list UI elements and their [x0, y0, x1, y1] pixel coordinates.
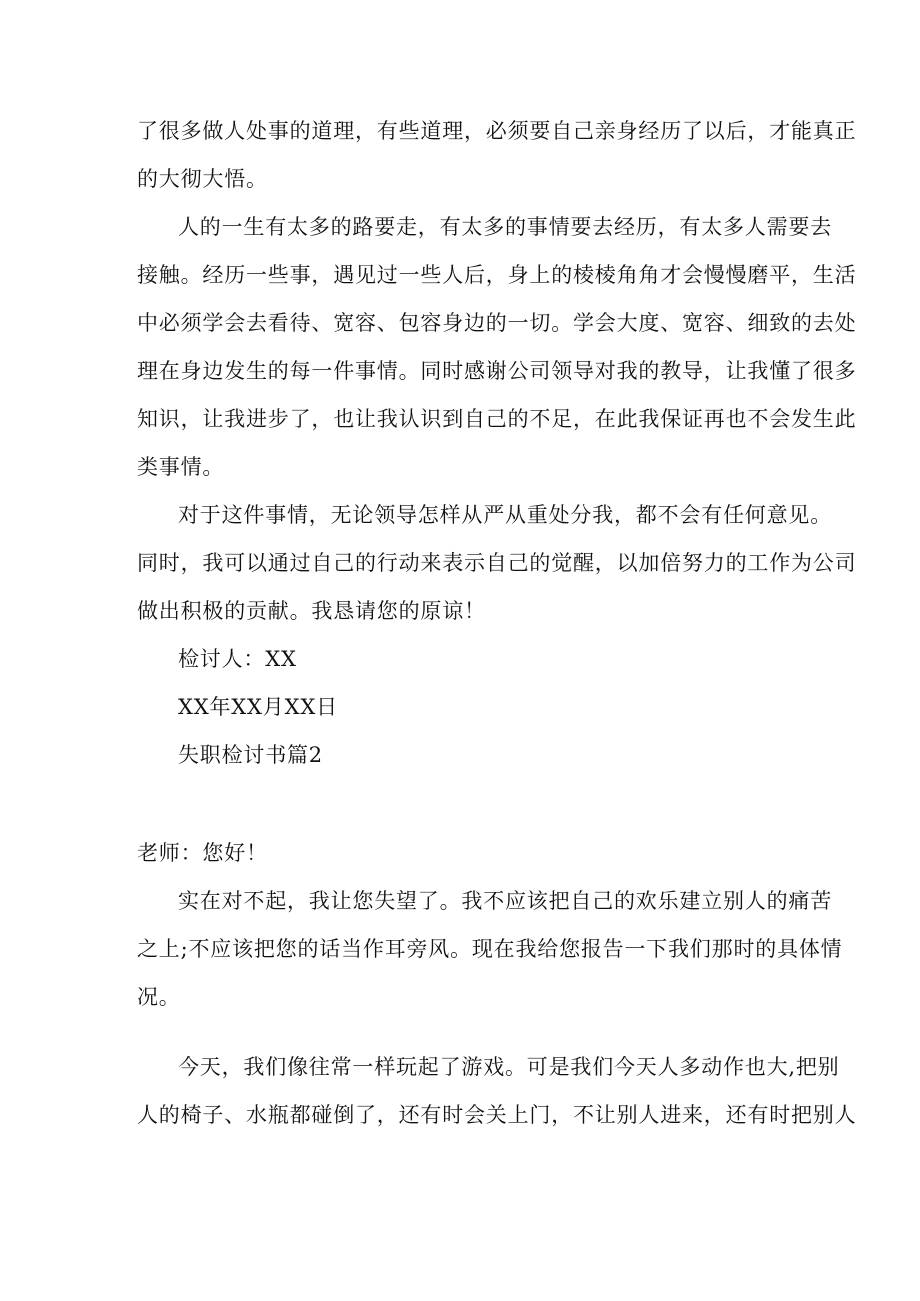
paragraph-3-line-3: 做出积极的贡献。我恳请您的原谅！: [137, 599, 486, 623]
paragraph-3-line-2: 同时，我可以通过自己的行动来表示自己的觉醒，以加倍努力的工作为公司: [137, 551, 857, 575]
paragraph-4-line-1: 实在对不起，我让您失望了。我不应该把自己的欢乐建立别人的痛苦: [178, 889, 832, 913]
signature-line: 检讨人：XX: [178, 647, 297, 671]
paragraph-2-line-3: 中必须学会去看待、宽容、包容身边的一切。学会大度、宽容、细致的去处: [137, 311, 857, 335]
paragraph-2-line-4: 理在身边发生的每一件事情。同时感谢公司领导对我的教导，让我懂了很多: [137, 359, 857, 383]
paragraph-2-line-2: 接触。经历一些事，遇见过一些人后，身上的棱棱角角才会慢慢磨平，生活: [137, 263, 857, 287]
paragraph-5-line-2: 人的椅子、水瓶都碰倒了，还有时会关上门，不让别人进来，还有时把别人: [137, 1103, 857, 1127]
paragraph-2-line-6: 类事情。: [137, 455, 225, 479]
paragraph-5-line-1: 今天，我们像往常一样玩起了游戏。可是我们今天人多动作也大,把别: [178, 1055, 840, 1079]
paragraph-1-line-2: 的大彻大悟。: [137, 167, 268, 191]
section-title: 失职检讨书篇2: [178, 743, 323, 767]
paragraph-1-line-1: 了很多做人处事的道理，有些道理，必须要自己亲身经历了以后，才能真正: [137, 119, 857, 143]
salutation: 老师：您好！: [137, 841, 268, 865]
date-line: XX年XX月XX日: [178, 695, 338, 719]
paragraph-4-line-2: 之上;不应该把您的话当作耳旁风。现在我给您报告一下我们那时的具体情: [137, 937, 843, 961]
paragraph-4-line-3: 况。: [137, 985, 181, 1009]
paragraph-2-line-1: 人的一生有太多的路要走，有太多的事情要去经历，有太多人需要去: [178, 215, 832, 239]
paragraph-2-line-5: 知识，让我进步了，也让我认识到自己的不足，在此我保证再也不会发生此: [137, 407, 857, 431]
paragraph-3-line-1: 对于这件事情，无论领导怎样从严从重处分我，都不会有任何意见。: [178, 503, 832, 527]
